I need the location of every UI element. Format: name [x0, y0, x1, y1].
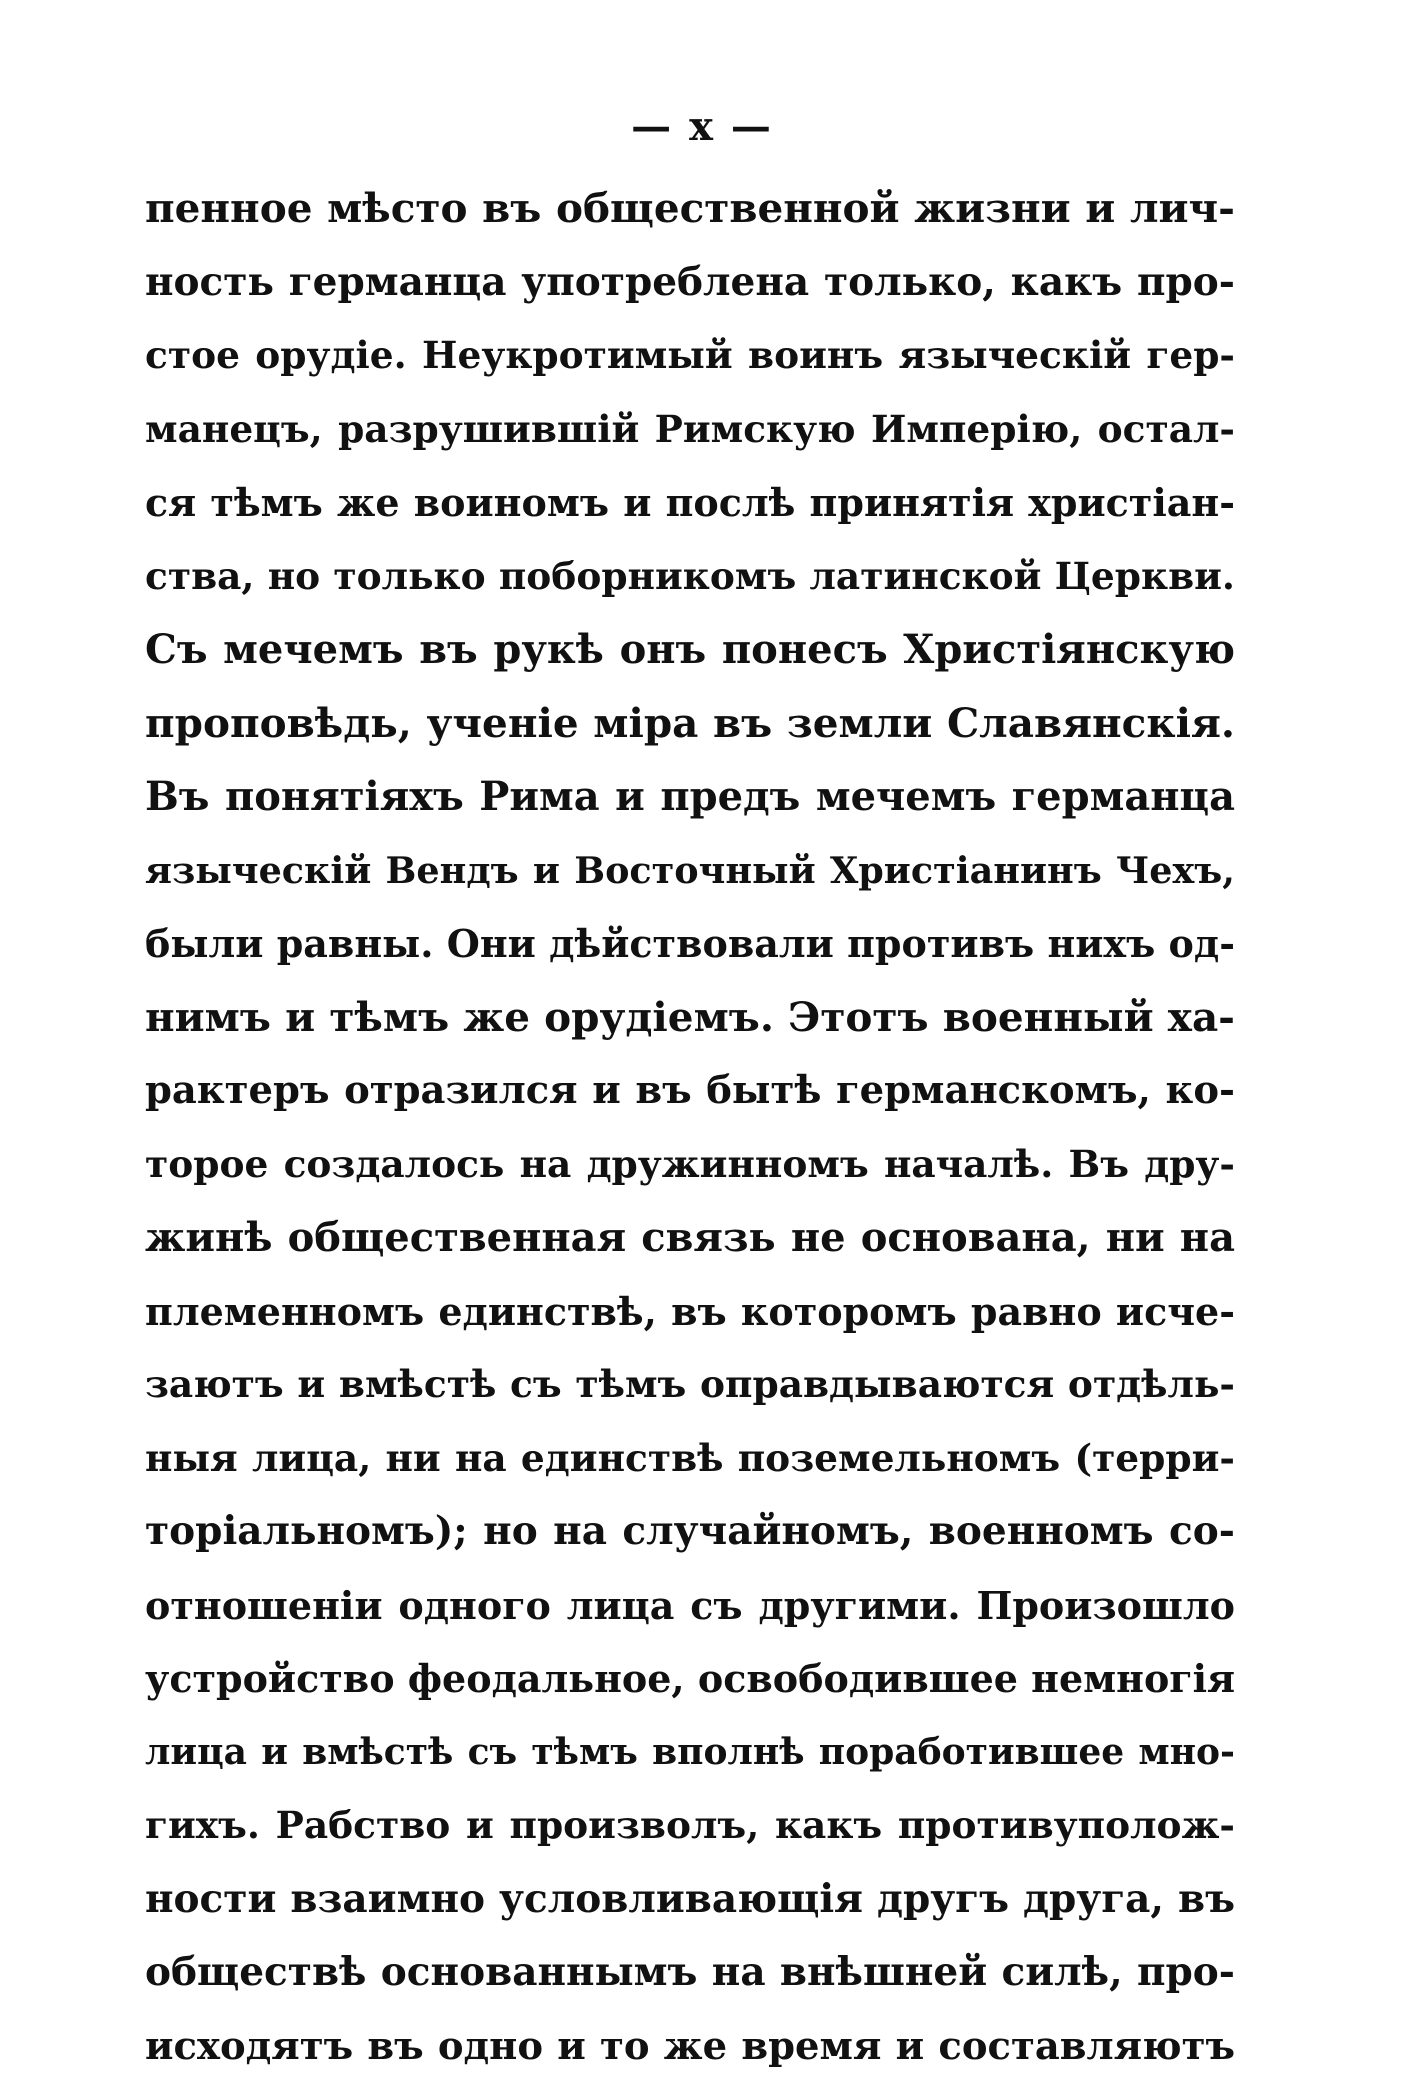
text-line: ности взаимно условливающія другъ друга, въ [145, 1863, 1235, 1937]
body-text [145, 172, 1235, 2083]
text-line: Въ понятіяхъ Рима и предъ мечемъ германца [145, 760, 1235, 834]
text-line: жинѣ общественная связь не основана, ни на [145, 1201, 1235, 1275]
text-line: Съ мечемъ въ рукѣ онъ понесъ Христіянскую [145, 613, 1235, 687]
text-line: были равны. Они дѣйствовали противъ нихъ од- [145, 907, 1235, 981]
text-line: гихъ. Рабство и произволъ, какъ противуполож- [145, 1789, 1235, 1863]
text-line: нимъ и тѣмъ же орудіемъ. Этотъ военный ха- [145, 981, 1235, 1055]
text-line: проповѣдь, ученіе міра въ земли Славянскія. [145, 687, 1235, 761]
text-line: ся тѣмъ же воиномъ и послѣ принятія христіан- [145, 466, 1235, 540]
text-line: торіальномъ); но на случайномъ, военномъ со- [145, 1495, 1235, 1569]
text-line: пенное мѣсто въ общественной жизни и лич- [145, 172, 1235, 246]
text-line: ность германца употреблена только, какъ про- [145, 246, 1235, 320]
text-line: манецъ, разрушившій Римскую Имперію, остал- [145, 393, 1235, 467]
text-line: рактеръ отразился и въ бытѣ германскомъ, ко- [145, 1054, 1235, 1128]
text-line: торое создалось на дружинномъ началѣ. Въ дру- [145, 1128, 1235, 1202]
text-line: стое орудіе. Неукротимый воинъ языческій гер- [145, 319, 1235, 393]
text-line: устройство феодальное, освободившее немногія [145, 1642, 1235, 1716]
text-line: ныя лица, ни на единствѣ поземельномъ (терри- [145, 1422, 1235, 1496]
page-number-header: — x — [0, 102, 1404, 152]
text-line: заютъ и вмѣстѣ съ тѣмъ оправдываются отдѣль- [145, 1348, 1235, 1422]
text-line: племенномъ единствѣ, въ которомъ равно исче- [145, 1275, 1235, 1349]
text-line: обществѣ основаннымъ на внѣшней силѣ, про- [145, 1936, 1235, 2010]
text-line: ства, но только поборникомъ латинской Церкви. [145, 540, 1235, 614]
text-line: лица и вмѣстѣ съ тѣмъ вполнѣ поработившее мно- [145, 1716, 1235, 1790]
text-line: отношеніи одного лица съ другими. Произошло [145, 1569, 1235, 1643]
text-line: языческій Вендъ и Восточный Христіанинъ Чехъ, [145, 834, 1235, 908]
text-line: исходятъ въ одно и то же время и составляютъ [145, 2010, 1235, 2083]
